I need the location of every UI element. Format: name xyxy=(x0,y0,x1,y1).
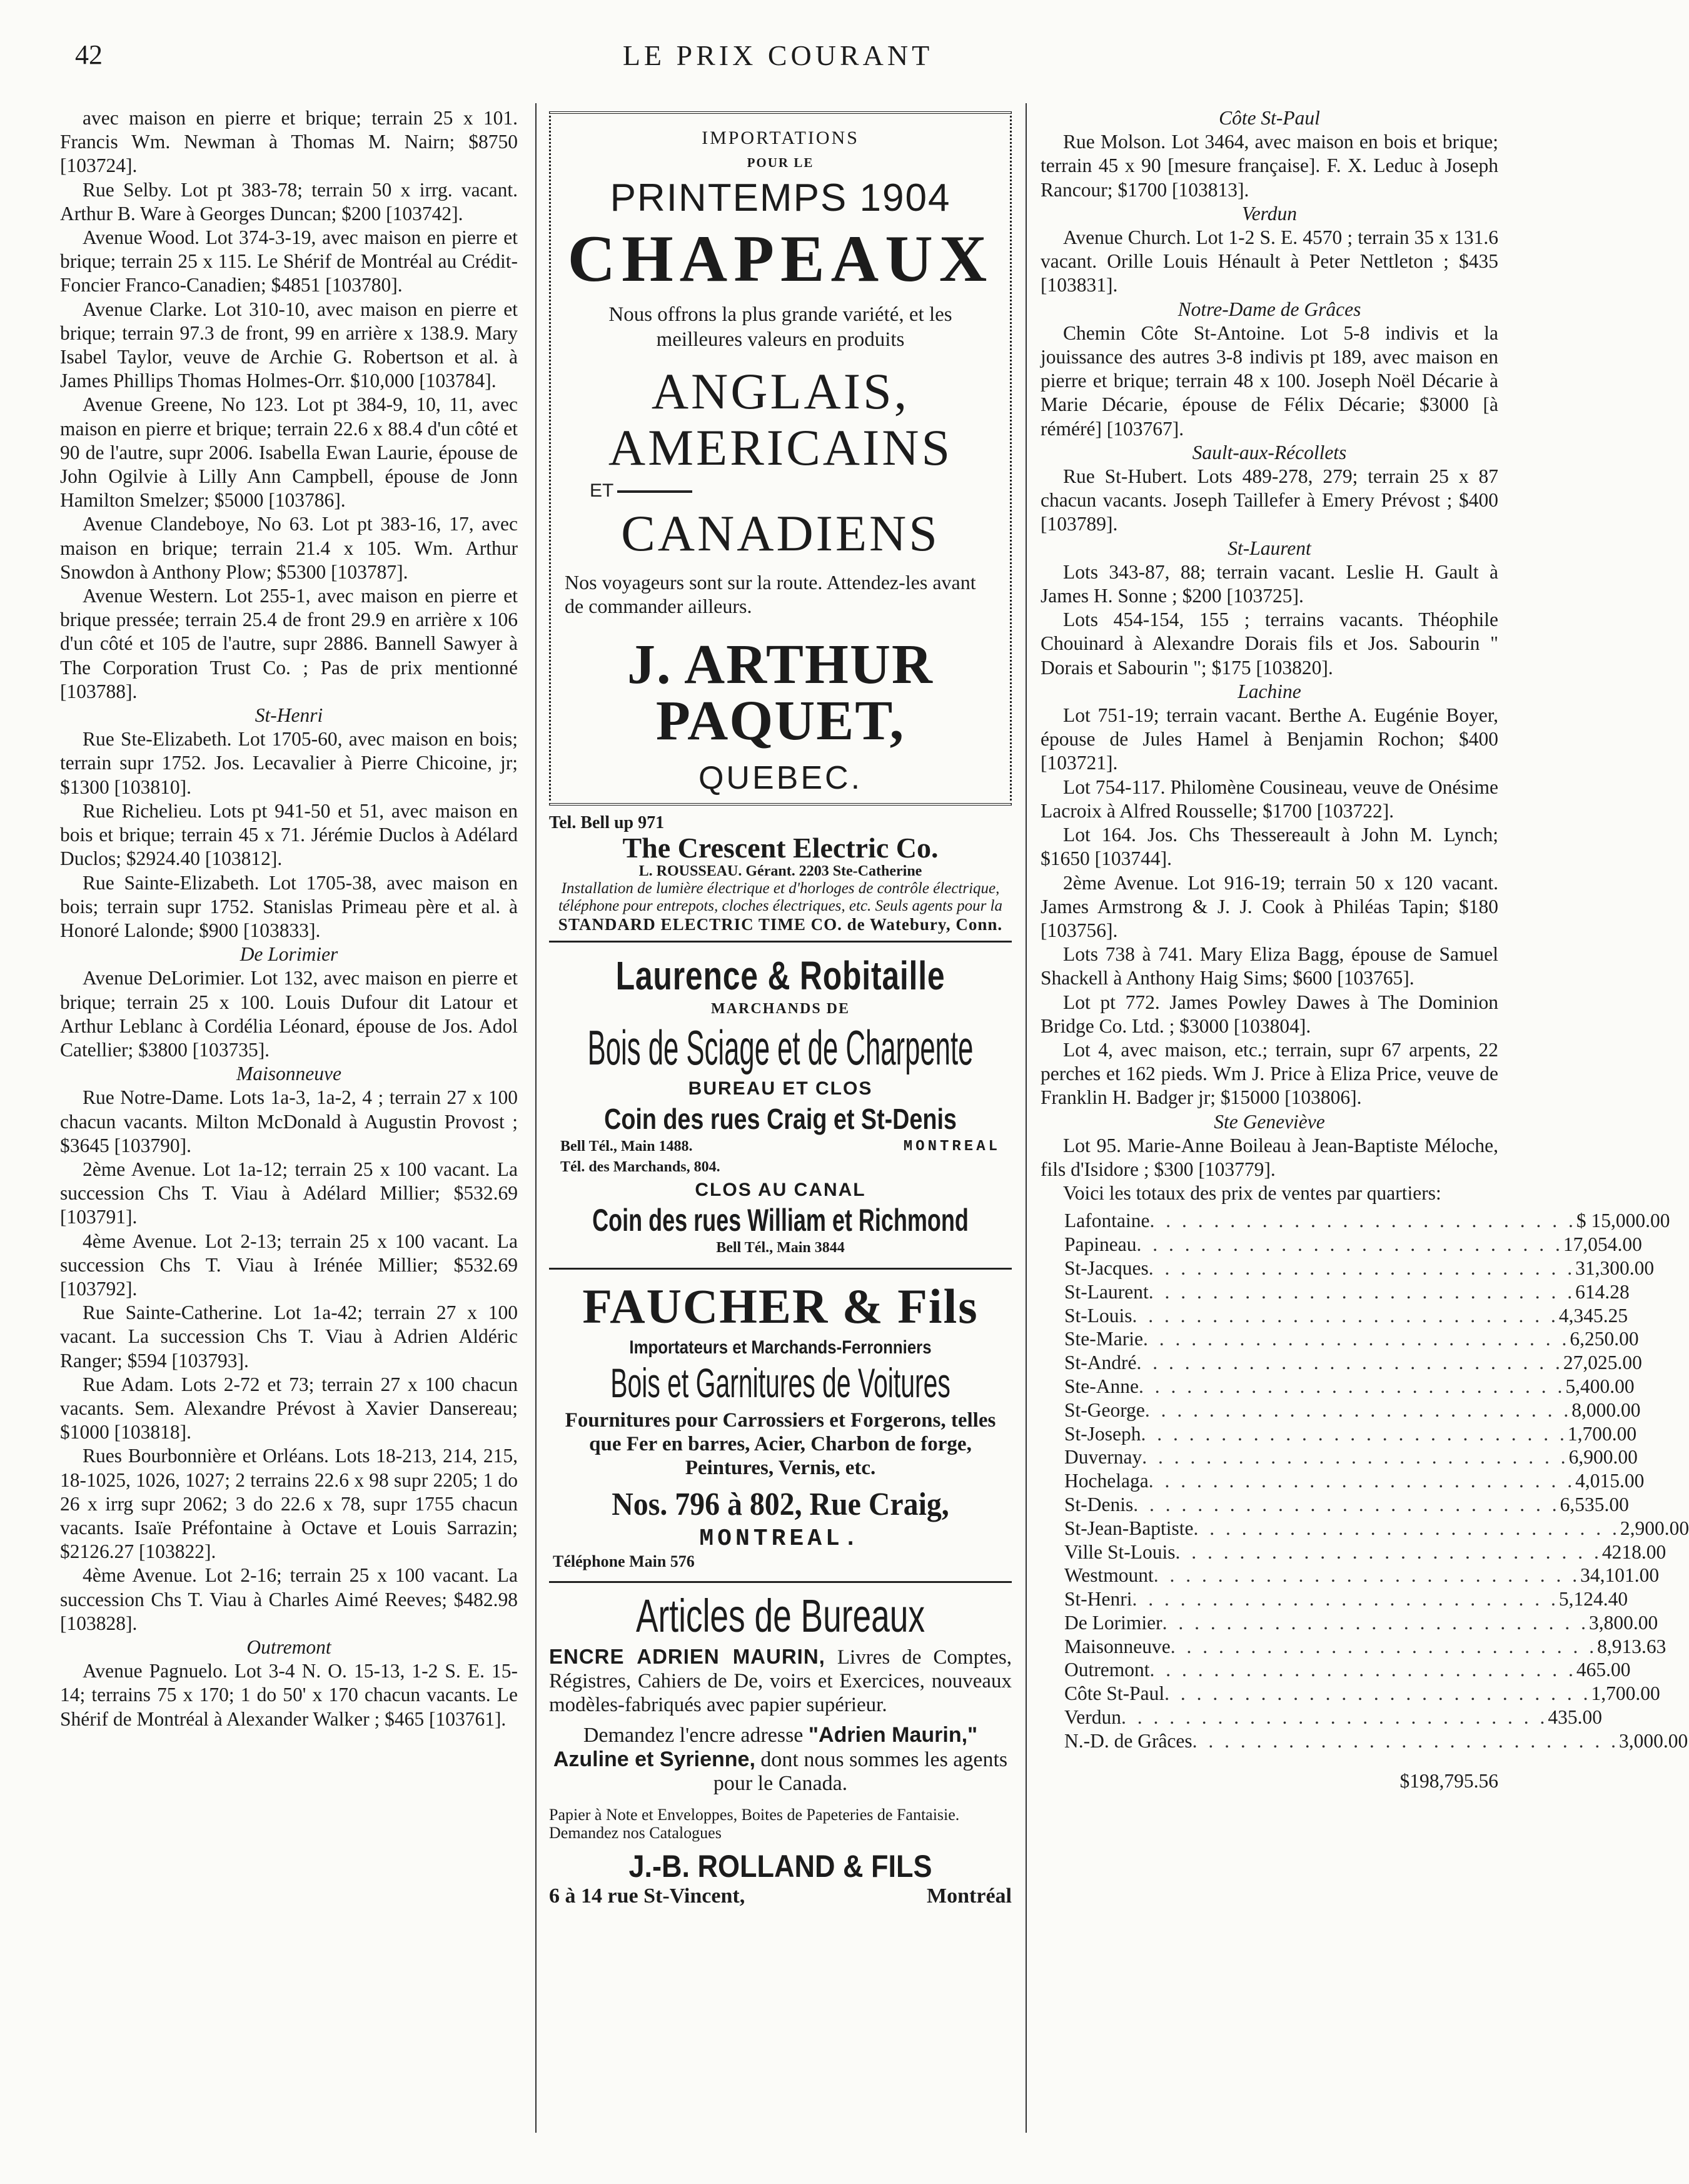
totals-quarter: Côte St-Paul xyxy=(1064,1682,1165,1705)
totals-row xyxy=(1041,1445,1638,1469)
totals-quarter: N.-D. de Grâces xyxy=(1064,1729,1192,1752)
totals-row xyxy=(1041,1280,1630,1304)
sale-entry: Avenue Clarke. Lot 310-10, avec maison en pierre et brique; terrain 97.3 de front, 99 en arrière x 138.9. Mary Isabel Taylor, veuve de Archie G. Robertson et al. à James Phillips Thomas Holmes-Orr. $10,000 [103784]. xyxy=(60,298,518,392)
sale-entry: Lot 754-117. Philomène Cousineau, veuve de Onésime Lacroix à Alfred Rousselle; $1700 [103722]. xyxy=(1041,776,1498,822)
ad-laurence-bureau: BUREAU ET CLOS xyxy=(688,1078,873,1100)
ad-laurence-coin2: Coin des rues William et Richmond xyxy=(592,1203,969,1238)
ad-faucher-montreal: MONTREAL. xyxy=(699,1525,862,1552)
totals-amount: 8,913.63 xyxy=(1597,1635,1666,1657)
totals-amount: 4,345.25 xyxy=(1558,1304,1628,1327)
ad-rolland-agents: dont nous sommes les agents pour le Canada. xyxy=(713,1747,1008,1795)
sale-entry: Avenue Wood. Lot 374-3-19, avec maison en pierre et brique; terrain 25 x 115. Le Shérif de Montréal au Crédit-Foncier Franco-Canadien; $4851 [103780]. xyxy=(60,226,518,296)
totals-row xyxy=(1041,1729,1688,1753)
section-heading: Sault-aux-Récollets xyxy=(1192,441,1347,463)
ad-et-text: ET xyxy=(590,480,614,501)
totals-quarter: Ste-Marie xyxy=(1064,1328,1143,1350)
ad-rolland xyxy=(549,1589,1012,1908)
sale-entry: 4ème Avenue. Lot 2-16; terrain 25 x 100 vacant. La succession Chs T. Viau à Charles Aimé Reeves; $482.98 [103828]. xyxy=(60,1564,518,1634)
totals-quarter: St-George xyxy=(1064,1398,1145,1421)
sale-entry: Lot 95. Marie-Anne Boileau à Jean-Baptiste Méloche, fils d'Isidore ; $300 [103779]. xyxy=(1041,1134,1498,1180)
totals-quarter: St-Denis xyxy=(1064,1493,1134,1515)
section-heading: Maisonneuve xyxy=(236,1063,341,1085)
ad-rolland-address-row xyxy=(549,1884,1012,1908)
section-heading: St-Laurent xyxy=(1228,537,1311,559)
page-number: 42 xyxy=(75,39,103,70)
leader-dots: . . . . . . . . . . . . . . . . . . . . . . . . . . . xyxy=(1192,1729,1620,1752)
leader-dots: . . . . . . . . . . . . . . . . . . . . . . . . . . . xyxy=(1148,1280,1576,1303)
section-heading: Notre-Dame de Grâces xyxy=(1177,298,1361,320)
leader-dots: . . . . . . . . . . . . . . . . . . . . . . . . . . . xyxy=(1121,1706,1548,1729)
totals-list xyxy=(1041,1209,1689,1752)
leader-dots: . . . . . . . . . . . . . . . . . . . . . . . . . . . xyxy=(1141,1422,1568,1445)
decorative-rule xyxy=(617,490,692,493)
ad-laurence-bell2: Bell Tél., Main 3844 xyxy=(716,1240,845,1256)
sale-entry: Rues Bourbonnière et Orléans. Lots 18-213, 214, 215, 18-1025, 1026, 1027; 2 terrains 22.6 x 98 supr 2205; 1 do 26 x irrg supr 2062; 3 do 22.6 x 78, supr 1755 chacun vacants. Isaïe Préfontaine à Octave et Louis Sarrazin; $2126.27 [103822]. xyxy=(60,1445,518,1563)
totals-quarter: St-Jean-Baptiste xyxy=(1064,1517,1194,1539)
leader-dots: . . . . . . . . . . . . . . . . . . . . . . . . . . . xyxy=(1153,1564,1581,1587)
totals-quarter: Maisonneuve xyxy=(1064,1635,1171,1657)
sale-entry: Avenue DeLorimier. Lot 132, avec maison en pierre et brique; terrain 25 x 100. Louis Dufour dit Latour et Arthur Leblanc à Cordélia Léonard, épouse de Jos. Adol Catellier; $3800 [103735]. xyxy=(60,967,518,1061)
sale-entry: Avenue Clandeboye, No 63. Lot pt 383-16, 17, avec maison en brique; terrain 21.4 x 105. Wm. Arthur Snowdon à Anthony Plow; $5300 [103787]. xyxy=(60,513,518,583)
sale-entry: Rue Selby. Lot pt 383-78; terrain 50 x irrg. vacant. Arthur B. Ware à Georges Duncan; $200 [103742]. xyxy=(60,178,518,225)
leader-dots: . . . . . . . . . . . . . . . . . . . . . . . . . . . xyxy=(1144,1398,1572,1421)
totals-amount: 1,700.00 xyxy=(1567,1422,1637,1445)
totals-row xyxy=(1041,1658,1631,1682)
section-heading: St-Henri xyxy=(255,704,323,727)
totals-quarter: St-Henri xyxy=(1064,1588,1132,1610)
leader-dots: . . . . . . . . . . . . . . . . . . . . . . . . . . . xyxy=(1149,1210,1576,1232)
right-column xyxy=(1041,106,1689,1793)
ad-rolland-encre-bold: ENCRE ADRIEN MAURIN, xyxy=(549,1644,825,1668)
sale-entry: Lot 751-19; terrain vacant. Berthe A. Eugénie Boyer, épouse de Jules Hamel à Benjamin Rochon; $400 [103721]. xyxy=(1041,704,1498,774)
leader-dots: . . . . . . . . . . . . . . . . . . . . . . . . . . . xyxy=(1138,1375,1566,1397)
leader-dots: . . . . . . . . . . . . . . . . . . . . . . . . . . . xyxy=(1148,1256,1576,1279)
ad-laurence-montreal: MONTREAL xyxy=(903,1138,1001,1156)
sale-entry: Avenue Western. Lot 255-1, avec maison en pierre et brique pressée; terrain 25.4 de front 29.9 en arrière x 106 d'un côté et 105 de l'autre, supr 2886. Bannell Sawyer à The Corporation Trust Co. ; Pas de prix mentionné [103788]. xyxy=(60,585,518,702)
totals-quarter: De Lorimier xyxy=(1064,1611,1162,1634)
ad-laurence-bois: Bois de Sciage et de Charpente xyxy=(587,1019,974,1075)
ad-americains: AMERICAINS xyxy=(608,419,953,477)
sale-entry: 2ème Avenue. Lot 916-19; terrain 50 x 120 vacant. James Armstrong & J. J. Cook à Philéas Tapin; $180 [103756]. xyxy=(1041,871,1498,941)
totals-amount: 1,700.00 xyxy=(1591,1682,1660,1705)
leader-dots: . . . . . . . . . . . . . . . . . . . . . . . . . . . xyxy=(1170,1635,1598,1657)
ad-rolland-demandez xyxy=(549,1723,1012,1796)
sale-entry: Lots 343-87, 88; terrain vacant. Leslie H. Gault à James H. Sonne ; $200 [103725]. xyxy=(1041,560,1498,607)
totals-quarter: Hochelaga xyxy=(1064,1470,1149,1492)
totals-quarter: Ste-Anne xyxy=(1064,1375,1139,1397)
section-heading: De Lorimier xyxy=(239,943,338,966)
leader-dots: . . . . . . . . . . . . . . . . . . . . . . . . . . . xyxy=(1142,1446,1569,1469)
totals-quarter: Verdun xyxy=(1064,1706,1121,1729)
ad-crescent-standard: STANDARD ELECTRIC TIME CO. de Watebury, Conn. xyxy=(558,915,1003,934)
totals-quarter: St-Jacques xyxy=(1064,1256,1149,1279)
sale-entry: avec maison en pierre et brique; terrain 25 x 101. Francis Wm. Newman à Thomas M. Nairn; $8750 [103724]. xyxy=(60,107,518,177)
totals-row xyxy=(1041,1682,1660,1706)
leader-dots: . . . . . . . . . . . . . . . . . . . . . . . . . . . xyxy=(1133,1493,1560,1515)
totals-row xyxy=(1041,1540,1666,1564)
sale-entry: 2ème Avenue. Lot 1a-12; terrain 25 x 100 vacant. La succession Chs T. Viau à Adélard Millier; $532.69 [103791]. xyxy=(60,1158,518,1228)
leader-dots: . . . . . . . . . . . . . . . . . . . . . . . . . . . xyxy=(1162,1611,1589,1634)
ad-laurence-marchands: MARCHANDS DE xyxy=(711,1000,850,1017)
totals-quarter: Papineau xyxy=(1064,1233,1137,1256)
sale-entry: Rue Notre-Dame. Lots 1a-3, 1a-2, 4 ; terrain 27 x 100 chacun vacants. Milton McDonald à Augustin Provost ; $3645 [103790]. xyxy=(60,1086,518,1156)
column-rule-right xyxy=(1026,103,1027,2133)
totals-row xyxy=(1041,1611,1658,1635)
totals-quarter: Ville St-Louis xyxy=(1064,1540,1176,1563)
ad-crescent-tel: Tel. Bell up 971 xyxy=(549,813,665,832)
totals-amount: 8,000.00 xyxy=(1571,1398,1641,1421)
sale-entry: 4ème Avenue. Lot 2-13; terrain 25 x 100 vacant. La succession Chs T. Viau à Irénée Millier; $532.69 [103792]. xyxy=(60,1230,518,1300)
grand-total: $198,795.56 xyxy=(1399,1769,1498,1792)
sale-entry: Avenue Pagnuelo. Lot 3-4 N. O. 15-13, 1-2 S. E. 15-14; terrains 75 x 170; 1 do 50' x 170 chacun vacants. Le Shérif de Montréal à Alexander Walker ; $465 [103761]. xyxy=(60,1660,518,1730)
totals-amount: 31,300.00 xyxy=(1575,1256,1655,1279)
ad-rolland-adrien: "Adrien Maurin," Azuline et Syrienne, xyxy=(553,1722,978,1771)
totals-quarter: Lafontaine xyxy=(1064,1210,1150,1232)
totals-amount: 435.00 xyxy=(1548,1706,1602,1729)
totals-row xyxy=(1041,1635,1666,1659)
ad-paquet-chapeaux xyxy=(549,111,1012,806)
ad-faucher-bois: Bois et Garnitures de Voitures xyxy=(610,1360,950,1407)
sale-entry: Lots 738 à 741. Mary Eliza Bagg, épouse de Samuel Shackell à Anthony Haig Sims; $600 [103765]. xyxy=(1041,943,1498,989)
leader-dots: . . . . . . . . . . . . . . . . . . . . . . . . . . . xyxy=(1164,1682,1591,1705)
totals-amount: 5,400.00 xyxy=(1565,1375,1635,1397)
sale-entry: Rue Adam. Lots 2-72 et 73; terrain 27 x 100 chacun vacants. Sem. Alexandre Prévost à Xavier Dansereau; $1000 [103818]. xyxy=(60,1373,518,1443)
ad-laurence-tel-marchands: Tél. des Marchands, 804. xyxy=(560,1159,720,1176)
leader-dots: . . . . . . . . . . . . . . . . . . . . . . . . . . . xyxy=(1149,1659,1576,1681)
totals-amount: 4,015.00 xyxy=(1575,1470,1645,1492)
totals-quarter: Westmount xyxy=(1064,1564,1154,1587)
ad-chapeaux: CHAPEAUX xyxy=(567,222,994,295)
section-heading: Côte St-Paul xyxy=(1219,107,1320,129)
ad-rolland-encre-rest: Livres de Comptes, Régistres, Cahiers de De, voirs et Exercices, nouveaux modèles-fabriqués avec papier supérieur. xyxy=(549,1646,1012,1716)
ad-laurence-name: Laurence & Robitaille xyxy=(615,953,945,999)
totals-amount: 17,054.00 xyxy=(1563,1233,1642,1256)
totals-amount: 3,800.00 xyxy=(1588,1611,1658,1634)
totals-amount: 3,000.00 xyxy=(1619,1729,1688,1752)
column-rule-left xyxy=(535,103,537,2133)
totals-quarter: St-André xyxy=(1064,1352,1137,1374)
ad-et xyxy=(565,480,996,502)
totals-amount: 614.28 xyxy=(1575,1280,1630,1303)
ad-laurence-robitaille xyxy=(549,954,1012,1270)
ad-crescent-manager: L. ROUSSEAU. Gérant. 2203 Ste-Catherine xyxy=(638,863,922,880)
leader-dots: . . . . . . . . . . . . . . . . . . . . . . . . . . . xyxy=(1193,1517,1620,1539)
ad-rolland-demandez-text: Demandez l'encre adresse xyxy=(583,1723,804,1747)
totals-row xyxy=(1041,1375,1635,1398)
totals-amount: 5,124.40 xyxy=(1558,1588,1628,1610)
right-column-entries xyxy=(1041,106,1498,1205)
ad-canadiens: CANADIENS xyxy=(621,504,940,562)
totals-row xyxy=(1041,1209,1670,1233)
totals-quarter: St-Joseph xyxy=(1064,1422,1141,1445)
section-heading: Outremont xyxy=(246,1636,331,1658)
ad-paquet-city: QUEBEC. xyxy=(698,759,863,796)
totals-row xyxy=(1041,1398,1641,1422)
totals-quarter: Outremont xyxy=(1064,1659,1150,1681)
ad-rolland-papier: Papier à Note et Enveloppes, Boites de Papeteries de Fantaisie. Demandez nos Catalogues xyxy=(549,1805,960,1842)
leader-dots: . . . . . . . . . . . . . . . . . . . . . . . . . . . xyxy=(1142,1328,1570,1350)
totals-quarter: St-Laurent xyxy=(1064,1280,1149,1303)
sale-entry: Voici les totaux des prix de ventes par quartiers: xyxy=(1063,1182,1441,1205)
ad-laurence-clos: CLOS AU CANAL xyxy=(695,1180,866,1201)
totals-row xyxy=(1041,1256,1655,1280)
ad-voyageurs: Nos voyageurs sont sur la route. Attendez-les avant de commander ailleurs. xyxy=(565,570,976,617)
totals-row xyxy=(1041,1351,1642,1375)
totals-amount: 6,900.00 xyxy=(1568,1446,1638,1469)
section-heading: Lachine xyxy=(1238,680,1301,702)
sale-entry: Rue Sainte-Elizabeth. Lot 1705-38, avec maison en bois; terrain supr 1752. Stanislas Primeau père et al. à Honoré Lalonde; $900 [103833]. xyxy=(60,871,518,941)
leader-dots: . . . . . . . . . . . . . . . . . . . . . . . . . . . xyxy=(1132,1304,1559,1327)
sale-entry: Avenue Church. Lot 1-2 S. E. 4570 ; terrain 35 x 131.6 vacant. Orille Louis Hénault à Peter Nettleton ; $435 [103831]. xyxy=(1041,226,1498,296)
leader-dots: . . . . . . . . . . . . . . . . . . . . . . . . . . . xyxy=(1132,1588,1559,1610)
ad-importations: IMPORTATIONS xyxy=(702,128,859,148)
totals-row xyxy=(1041,1469,1645,1493)
ad-faucher-address: Nos. 796 à 802, Rue Craig, xyxy=(612,1486,949,1522)
sale-entry: Rue Molson. Lot 3464, avec maison en bois et brique; terrain 45 x 90 [mesure française]. F. X. Leduc à Joseph Rancour; $1700 [103813]. xyxy=(1041,131,1498,201)
ad-faucher-tel: Téléphone Main 576 xyxy=(553,1552,695,1570)
totals-quarter: Duvernay xyxy=(1064,1446,1142,1469)
totals-amount: 465.00 xyxy=(1576,1659,1631,1681)
totals-row xyxy=(1041,1517,1689,1540)
totals-row xyxy=(1041,1706,1602,1729)
totals-amount: 34,101.00 xyxy=(1580,1564,1660,1587)
totals-amount: 6,535.00 xyxy=(1560,1493,1629,1515)
ad-laurence-bell-row xyxy=(549,1138,1012,1155)
journal-title: LE PRIX COURANT xyxy=(622,39,934,71)
sale-entry: Avenue Greene, No 123. Lot pt 384-9, 10, 11, avec maison en pierre et brique; terrain 22.6 x 88.4 d'un côté et 90 de l'autre, supr 2006. Isabella Ewan Laurie, épouse de John Ogilvie à Lilly Ann Campbell, épouse de Jonn Hamilton Smelzer; $5000 [103786]. xyxy=(60,393,518,512)
left-column xyxy=(60,106,518,1731)
ad-laurence-coin1: Coin des rues Craig et St-Denis xyxy=(604,1103,957,1136)
sale-entry: Lot 4, avec maison, etc.; terrain, supr 67 arpents, 22 perches et 162 pieds. Wm J. Price à Eliza Price, veuve de Franklin H. Badger jr; $15000 [103806]. xyxy=(1041,1038,1498,1109)
sale-entry: Rue Richelieu. Lots pt 941-50 et 51, avec maison en bois et brique; terrain 45 x 71. Jérémie Duclos à Adélard Duclos; $2924.40 [103812]. xyxy=(60,799,518,870)
leader-dots: . . . . . . . . . . . . . . . . . . . . . . . . . . . xyxy=(1136,1352,1563,1374)
ad-faucher-name: FAUCHER & Fils xyxy=(582,1279,979,1334)
leader-dots: . . . . . . . . . . . . . . . . . . . . . . . . . . . xyxy=(1175,1540,1602,1563)
advertisement-column xyxy=(549,111,1012,1908)
totals-row xyxy=(1041,1493,1629,1517)
leader-dots: . . . . . . . . . . . . . . . . . . . . . . . . . . . xyxy=(1148,1470,1576,1492)
totals-amount: 27,025.00 xyxy=(1563,1352,1642,1374)
ad-crescent-name: The Crescent Electric Co. xyxy=(622,832,939,864)
ad-rolland-encre xyxy=(549,1645,1012,1717)
ad-pour-le: POUR LE xyxy=(747,155,814,170)
totals-row xyxy=(1041,1587,1628,1611)
ad-faucher-fils xyxy=(549,1279,1012,1582)
ad-offer-text: Nous offrons la plus grande variété, et les meilleures valeurs en produits xyxy=(608,303,952,351)
sale-entry: Lots 454-154, 155 ; terrains vacants. Théophile Chouinard à Alexandre Dorais fils et Jos. Sabourin " Dorais et Sabourin "; $175 [103820]. xyxy=(1041,609,1498,679)
ad-rolland-name: J.-B. ROLLAND & FILS xyxy=(628,1848,932,1884)
ad-rolland-title: Articles de Bureaux xyxy=(636,1589,925,1642)
ad-anglais: ANGLAIS, xyxy=(651,363,910,420)
sale-entry: Rue Sainte-Catherine. Lot 1a-42; terrain 27 x 100 vacant. La succession Chs T. Viau à Adrien Aldéric Ranger; $594 [103793]. xyxy=(60,1302,518,1372)
totals-row xyxy=(1041,1422,1637,1446)
ad-faucher-fournitures: Fournitures pour Carrossiers et Forgerons, telles que Fer en barres, Acier, Charbon de forge, Peintures, Vernis, etc. xyxy=(565,1408,996,1479)
totals-row xyxy=(1041,1233,1642,1256)
totals-row xyxy=(1041,1327,1639,1351)
section-heading: Verdun xyxy=(1241,202,1298,225)
totals-amount: 4218.00 xyxy=(1601,1540,1666,1563)
sale-entry: Lot 164. Jos. Chs Thessereault à John M. Lynch; $1650 [103744]. xyxy=(1041,824,1498,870)
ad-faucher-importateurs: Importateurs et Marchands-Ferronniers xyxy=(629,1337,932,1358)
totals-amount: 2,900.00 xyxy=(1620,1517,1689,1539)
ad-rolland-address: 6 à 14 rue St-Vincent, xyxy=(549,1884,745,1908)
sale-entry: Lot pt 772. James Powley Dawes à The Dominion Bridge Co. Ltd. ; $3000 [103804]. xyxy=(1041,991,1498,1037)
leader-dots: . . . . . . . . . . . . . . . . . . . . . . . . . . . xyxy=(1136,1233,1563,1256)
ad-printemps: PRINTEMPS 1904 xyxy=(610,176,951,220)
totals-quarter: St-Louis xyxy=(1064,1304,1132,1327)
ad-rolland-city: Montréal xyxy=(927,1884,1012,1908)
totals-amount: 6,250.00 xyxy=(1570,1328,1639,1350)
sale-entry: Rue Ste-Elizabeth. Lot 1705-60, avec maison en bois; terrain supr 1752. Jos. Lecavalier à Pierre Chicoine, jr; $1300 [103810]. xyxy=(60,728,518,798)
ad-crescent-electric xyxy=(549,813,1012,943)
ad-paquet-name: J. ARTHUR PAQUET, xyxy=(627,633,934,752)
sale-entry: Rue St-Hubert. Lots 489-278, 279; terrain 25 x 87 chacun vacants. Joseph Taillefer à Emery Prévost ; $400 [103789]. xyxy=(1041,465,1498,535)
totals-row xyxy=(1041,1304,1628,1328)
ad-crescent-desc: Installation de lumière électrique et d'horloges de contrôle électrique, téléphone pour entrepots, cloches électriques, etc. Seuls agents pour la xyxy=(558,880,1003,915)
totals-row xyxy=(1041,1564,1660,1587)
ad-laurence-bell: Bell Tél., Main 1488. xyxy=(560,1138,693,1155)
sale-entry: Chemin Côte St-Antoine. Lot 5-8 indivis et la jouissance des autres 3-8 indivis pt 189, avec maison en pierre et brique; terrain 48 x 100. Joseph Noël Décarie à Marie Décarie, épouse de Félix Décarie; $3000 [à réméré] [103767]. xyxy=(1041,321,1498,440)
section-heading: Ste Geneviève xyxy=(1214,1110,1325,1133)
totals-amount: $ 15,000.00 xyxy=(1576,1210,1670,1232)
